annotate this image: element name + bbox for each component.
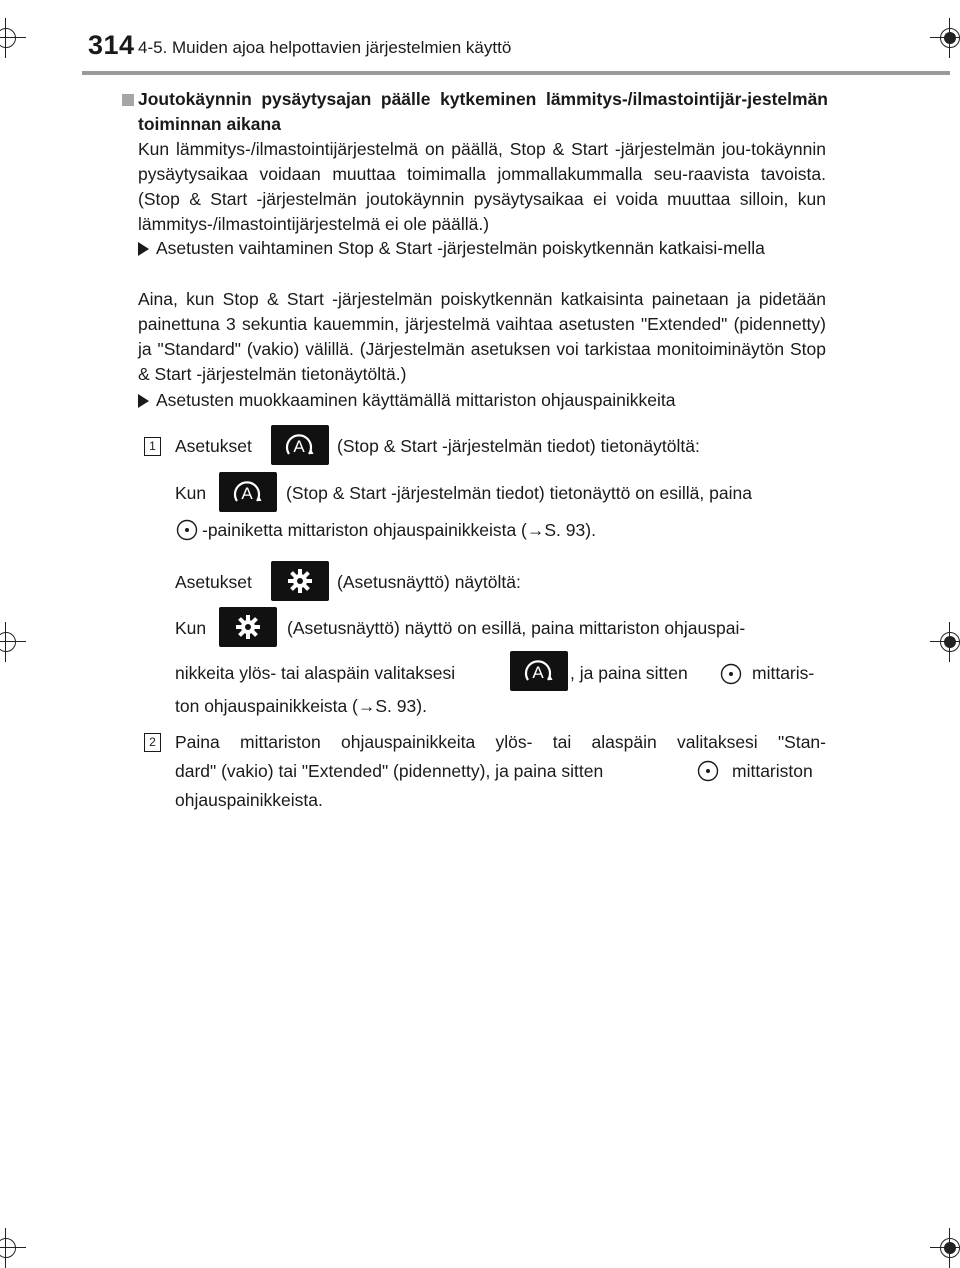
method-1-title-text: Asetusten vaihtaminen Stop & Start -järjestelmän poiskytkennän katkaisi-mella xyxy=(156,238,765,258)
svg-text:A: A xyxy=(293,437,305,456)
step1-line-d-suffix: (Asetusnäyttö) näyttö on esillä, paina mittariston ohjauspai- xyxy=(287,618,746,638)
step1-line-c-prefix: Asetukset xyxy=(175,572,252,592)
section-heading xyxy=(122,87,828,137)
step1-line-c-suffix: (Asetusnäyttö) näytöltä: xyxy=(337,572,521,592)
ok-dot-button-icon xyxy=(697,760,719,782)
auto-start-stop-icon xyxy=(271,425,329,465)
auto-start-stop-icon xyxy=(510,651,568,691)
svg-text:A: A xyxy=(241,484,253,503)
registration-mark-top-right xyxy=(930,18,960,58)
step1-line-b2: -painiketta mittariston ohjauspainikkeista (→S. 93). xyxy=(202,520,596,540)
step1-line-b-prefix: Kun xyxy=(175,483,207,503)
ok-dot-button-icon xyxy=(720,663,742,685)
registration-mark-bottom-right xyxy=(930,1228,960,1268)
step-number-2: 2 xyxy=(144,733,161,752)
step1-line-d2-b: , ja paina sitten xyxy=(570,663,688,683)
registration-mark-mid-right xyxy=(930,622,960,662)
step2-line3: ohjauspainikkeista. xyxy=(175,790,323,810)
step1-line-d2-a: nikkeita ylös- tai alaspäin valitaksesi xyxy=(175,663,456,683)
method-2-title-text: Asetusten muokkaaminen käyttämällä mittariston ohjauspainikkeita xyxy=(156,390,676,410)
step1-line-a-suffix: (Stop & Start -järjestelmän tiedot) tietonäytöltä: xyxy=(337,436,700,456)
step2-line2-b: mittariston xyxy=(732,761,813,781)
method-1-body: Aina, kun Stop & Start -järjestelmän poiskytkennän katkaisinta painetaan ja pidetään painettuna 3 sekuntia kauemmin, järjestelmä vaihtaa asetusten "Extended" (pidennetty) ja "Standard" (vakio) välillä. (Järjestelmän asetuksen voi tarkistaa monitoiminäytön Stop & Start -järjestelmän tietonäytöltä.) xyxy=(138,289,826,384)
step1-line-b-suffix: (Stop & Start -järjestelmän tiedot) tietonäyttö on esillä, paina xyxy=(286,483,752,503)
auto-start-stop-icon xyxy=(219,472,277,512)
step-number-1: 1 xyxy=(144,437,161,456)
step1-line-d3: ton ohjauspainikkeista (→S. 93). xyxy=(175,696,427,716)
header-rule xyxy=(82,71,950,75)
page-number: 314 xyxy=(88,30,135,60)
step2-line1: Paina mittariston ohjauspainikkeita ylös- tai alaspäin valitaksesi "Stan- xyxy=(175,732,826,752)
gear-icon xyxy=(219,607,277,647)
step2-line2-a: dard" (vakio) tai "Extended" (pidennetty), ja paina sitten xyxy=(175,761,604,781)
triangle-bullet-icon xyxy=(138,394,149,408)
method-1-title xyxy=(138,236,826,261)
ok-dot-button-icon xyxy=(176,519,198,541)
registration-mark-mid-left xyxy=(0,622,26,662)
gear-icon xyxy=(271,561,329,601)
step1-line-d-prefix: Kun xyxy=(175,618,207,638)
heading-square-icon xyxy=(122,94,134,106)
section-heading-text: Joutokäynnin pysäytysajan päälle kytkeminen lämmitys-/ilmastointijär-jestelmän toiminnan aikana xyxy=(138,89,828,134)
triangle-bullet-icon xyxy=(138,242,149,256)
registration-mark-top-left xyxy=(0,18,26,58)
registration-mark-bottom-left xyxy=(0,1228,26,1268)
method-2-title xyxy=(138,388,826,413)
svg-text:A: A xyxy=(532,663,544,682)
step1-line-d2-c: mittaris- xyxy=(752,663,815,683)
section-intro: Kun lämmitys-/ilmastointijärjestelmä on päällä, Stop & Start -järjestelmän jou-tokäynnin pysäytysaikaa voidaan muuttaa toimimalla jommallakummalla seu-raavista tavoista. (Stop & Start -järjestelmän joutokäynnin pysäytysaikaa ei voida muuttaa silloin, kun lämmitys-/ilmastointijärjestelmä ei ole päällä.) xyxy=(138,139,826,234)
step1-line-a-prefix: Asetukset xyxy=(175,436,252,456)
chapter-title: 4-5. Muiden ajoa helpottavien järjestelmien käyttö xyxy=(138,38,512,57)
